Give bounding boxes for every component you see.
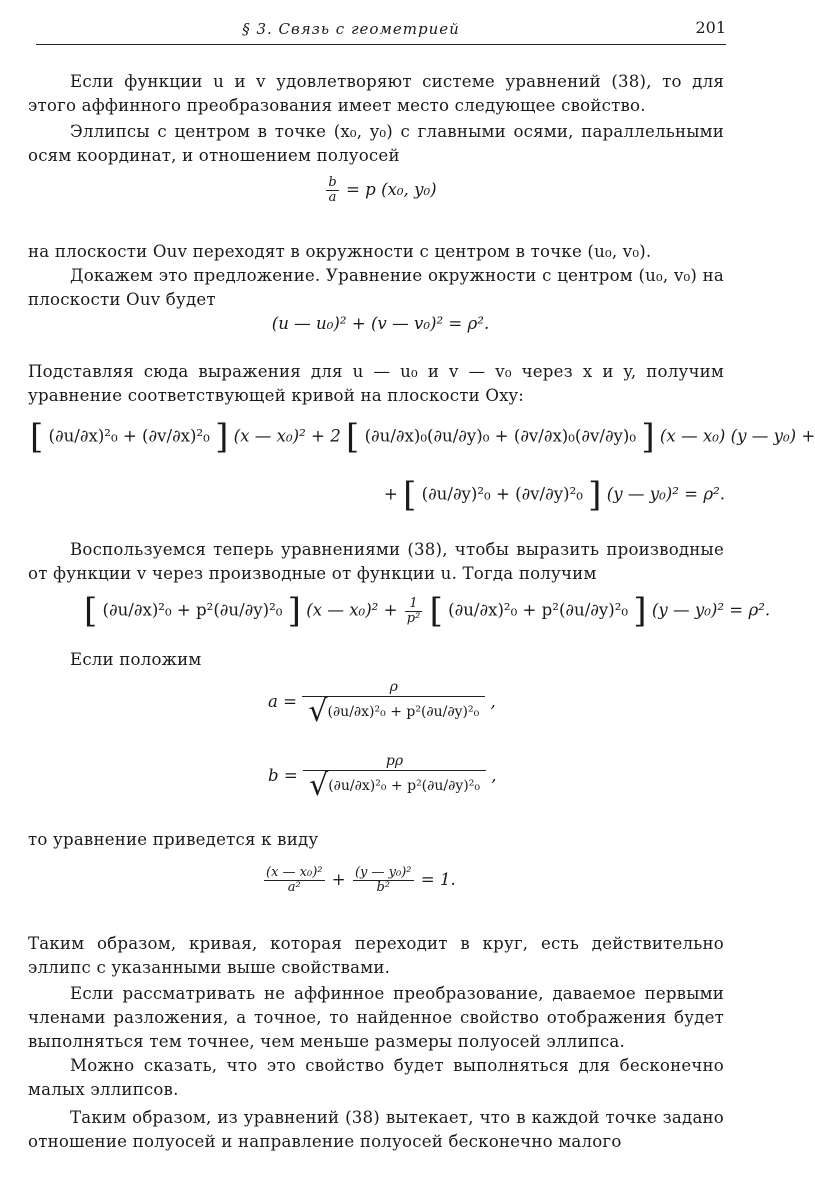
b-lhs: b = (268, 766, 298, 785)
long2-mid: (x — x₀)² + (306, 600, 398, 620)
b-fraction: $\frac{p\rho}{\text{√(∂u/∂x)²₀ + p²(∂u/∂y)²₀}}$ (303, 752, 486, 801)
ellipse-den-1: a² (264, 880, 325, 895)
long2-coef-num: 1 (409, 595, 418, 611)
paragraph-9: Таким образом, кривая, которая переходит в круг, есть действительно эллипс с указанными выше свойствами. (28, 934, 724, 977)
paragraph-11: Можно сказать, что это свойство будет выполняться для бесконечно малых эллипсов. (28, 1056, 724, 1099)
equation-b: b = $\frac{p\rho}{\text{√(∂u/∂x)²₀ + p²(∂u/∂y)²₀}}$ , (268, 753, 497, 803)
paragraph-7: Если положим (70, 650, 202, 669)
ellipse-term-2 (353, 866, 414, 895)
paragraph-4: Докажем это предложение. Уравнение окружности с центром (u₀, v₀) на плоскости Ouv будет (28, 266, 724, 309)
ellipse-den-2: b² (353, 880, 414, 895)
long1-line2-tail: (y — y₀)² = ρ². (606, 484, 725, 504)
paragraph-6: Воспользуемся теперь уравнениями (38), чтобы выразить производные от функции v через производные от функции u. Тогда получим (28, 540, 724, 583)
ratio-denominator: a (326, 190, 338, 205)
header-title: § 3. Связь с геометрией (242, 20, 460, 38)
paragraph-8: то уравнение приведется к виду (28, 830, 319, 849)
paragraph-1: Если функции u и v удовлетворяют системе уравнений (38), то для этого аффинного преобразования имеет место следующее свойство. (28, 72, 724, 115)
ellipse-rhs: = 1. (420, 870, 456, 889)
long2-coef-den: p² (406, 610, 421, 626)
equation-a: a = $\frac{\rho}{\text{√(∂u/∂x)²₀ + p²(∂u/∂y)²₀}}$ , (268, 679, 496, 729)
equation-long-1-line-2: + [ (∂u/∂y)²₀ + (∂v/∂y)²₀ ] (y — y₀)² = ρ². (383, 475, 725, 515)
paragraph-10: Если рассматривать не аффинное преобразование, даваемое первыми членами разложения, а точное, то найденное свойство отображения будет выполняться тем точнее, чем меньше размеры полуосей эллипса. (28, 984, 724, 1051)
ellipse-term-1 (264, 866, 325, 895)
a-fraction: $\frac{\rho}{\text{√(∂u/∂x)²₀ + p²(∂u/∂y)²₀}}$ (302, 678, 485, 727)
long1-tail: (x — x₀) (y — y₀) + (659, 426, 815, 446)
equation-ellipse: $\frac{\text{(x — x₀)²}}{\text{a²}}$ + $\frac{\text{(y — y₀)²}}{\text{b²}}$ = 1. (266, 865, 456, 895)
ratio-numerator: b (328, 175, 337, 190)
long2-coefficient (405, 597, 423, 626)
ratio-rhs: = p (x₀, y₀) (346, 180, 437, 199)
running-header (36, 16, 726, 44)
equation-long-2: [ (∂u/∂x)²₀ + p²(∂u/∂y)²₀ ] (x — x₀)² + $\frac{1}{\text{p²}}$ [ (∂u/∂x)²₀ + p²(∂u/∂y)²₀ ] (y — y₀)² = ρ². (84, 591, 771, 631)
paragraph-3: на плоскости Ouv переходят в окружности с центром в точке (u₀, v₀). (28, 242, 652, 261)
ratio-fraction (326, 176, 338, 205)
paragraph-5: Подставляя сюда выражения для u — u₀ и v — v₀ через x и y, получим уравнение соответствующей кривой на плоскости Oxy: (28, 362, 724, 405)
equation-circle: (u — u₀)² + (v — v₀)² = ρ². (271, 314, 490, 333)
a-lhs: a = (268, 692, 298, 711)
a-numerator: ρ (389, 679, 398, 695)
long1-line2-lead: + (383, 484, 398, 504)
header-rule (36, 44, 726, 45)
paragraph-2: Эллипсы с центром в точке (x₀, y₀) с главными осями, параллельными осям координат, и отношением полуосей (28, 122, 724, 165)
ellipse-num-1: (x — x₀)² (266, 865, 323, 880)
paragraph-12: Таким образом, из уравнений (38) вытекает, что в каждой точке задано отношение полуосей и направление полуосей бесконечно малого (28, 1108, 724, 1151)
page-number: 201 (695, 18, 726, 37)
equation-ratio (0, 176, 761, 205)
equation-long-1-line-1: [ (∂u/∂x)²₀ + (∂v/∂x)²₀ ] (x — x₀)² + 2 [ (∂u/∂x)₀(∂u/∂y)₀ + (∂v/∂x)₀(∂v/∂y)₀ ] (x — x₀) (y — y₀) + (30, 417, 815, 457)
ellipse-num-2: (y — y₀)² (354, 865, 412, 880)
long1-mid: (x — x₀)² + 2 (233, 426, 341, 446)
b-numerator: pρ (385, 753, 404, 769)
long2-tail: (y — y₀)² = ρ². (651, 600, 771, 620)
